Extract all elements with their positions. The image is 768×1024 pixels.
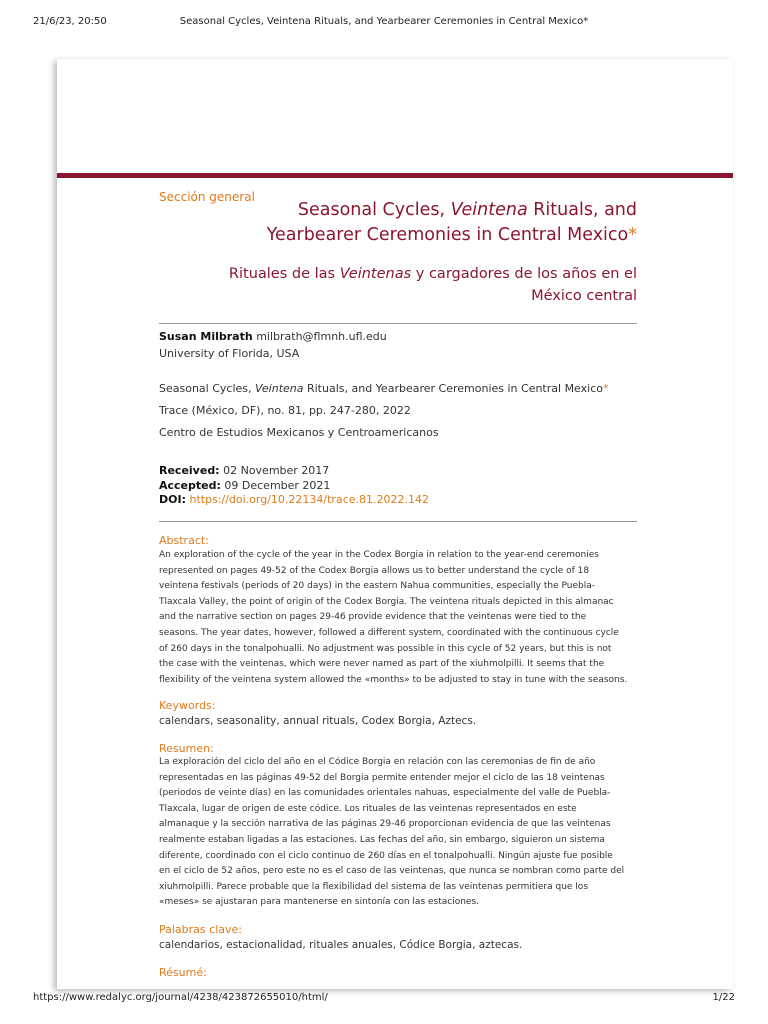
author-email[interactable]: milbrath@flmnh.ufl.edu <box>256 330 387 343</box>
abstract-heading: Abstract: <box>159 534 209 547</box>
doi-link[interactable]: https://doi.org/10.22134/trace.81.2022.142 <box>189 493 429 506</box>
footnote-link[interactable]: * <box>628 225 637 245</box>
section-label: Sección general <box>159 190 255 204</box>
print-doc-title: Seasonal Cycles, Veintena Rituals, and Yearbearer Ceremonies in Central Mexico* <box>179 16 589 27</box>
resume-heading: Résumé: <box>159 966 207 979</box>
palabras-clave: calendarios, estacionalidad, rituales anuales, Códice Borgia, aztecas. <box>159 939 523 951</box>
publisher: Centro de Estudios Mexicanos y Centroamericanos <box>159 426 439 439</box>
article-page <box>57 59 733 989</box>
keywords: calendars, seasonality, annual rituals, Codex Borgia, Aztecs. <box>159 715 477 727</box>
resumen-heading: Resumen: <box>159 742 214 755</box>
author-name: Susan Milbrath <box>159 330 253 343</box>
print-datetime: 21/6/23, 20:50 <box>33 16 107 27</box>
accepted-date: Accepted: 09 December 2021 <box>159 479 331 492</box>
page-url: https://www.redalyc.org/journal/4238/423872655010/html/ <box>33 992 328 1003</box>
print-header <box>0 16 768 30</box>
resumen-text: La exploración del ciclo del año en el Códice Borgia en relación con las ceremonias de fin de año representadas en las páginas 49-52 del Borgia permite entender mejor el ciclo de las 18 veintenas (periodos de veinte días) en las comunidades orientales nahuas, especialmente del valle de Puebla- Tlaxcala, lugar de origen de este códice. Los rituales de las veintenas representados en este almanaque y la sección narrativa de las páginas 29-46 proporcionan evidencia de que las veintenas realmente estaban ligadas a las estaciones. Las fechas del año, sin embargo, siguieron un sistema diferente, coordinado con el ciclo continuo de 260 días en el tonalpohualli. Ningún ajuste fue posible en el ciclo de 52 años, pero este no es el caso de las veintenas, que nunca se nombran como parte del xiuhmolpilli. Parece probable que la flexibilidad del sistema de las veintenas permitiera que los «meses» se ajustaran para mantenerse en sintonía con las estaciones. <box>159 757 625 908</box>
citation-title: Seasonal Cycles, Veintena Rituals, and Yearbearer Ceremonies in Central Mexico* <box>159 382 609 395</box>
abstract-text: An exploration of the cycle of the year in the Codex Borgia in relation to the year-end ceremonies represented on pages 49-52 of the Codex Borgia allows us to better understand the cycle of 18 veintena festivals (periods of 20 days) in the eastern Nahua communities, especially the Puebla- Tlaxcala Valley, the point of origin of the Codex Borgia. The veintena rituals depicted in this almanac and the narrative section on pages 29-46 provide evidence that the veintenas were tied to the seasons. The year dates, however, followed a different system, coordinated with the continuous cycle of 260 days in the tonalpohualli. No adjustment was possible in this cycle of 52 years, but this is not the case with the veintenas, which were never named as part of the xiuhmolpilli. It seems that the flexibility of the veintena system allowed the «months» to be adjusted to stay in tune with the seasons. <box>159 550 628 685</box>
doi-line: DOI: https://doi.org/10.22134/trace.81.2022.142 <box>159 493 429 506</box>
citation-footnote-link[interactable]: * <box>602 382 609 395</box>
palabras-heading: Palabras clave: <box>159 923 242 936</box>
journal-info: Trace (México, DF), no. 81, pp. 247-280, 2022 <box>159 404 411 417</box>
received-date: Received: 02 November 2017 <box>159 464 330 477</box>
keywords-heading: Keywords: <box>159 699 216 712</box>
page-count: 1/22 <box>712 992 735 1003</box>
divider <box>159 323 637 324</box>
divider <box>159 521 637 522</box>
article-title-en: Seasonal Cycles, Veintena Rituals, and Yearbearer Ceremonies in Central Mexico* <box>266 200 637 245</box>
author-affiliation: University of Florida, USA <box>159 347 300 360</box>
article-title-es: Rituales de las Veintenas y cargadores de los años en el México central <box>228 266 637 304</box>
author-line <box>159 330 387 343</box>
header-divider-bar <box>57 173 733 178</box>
